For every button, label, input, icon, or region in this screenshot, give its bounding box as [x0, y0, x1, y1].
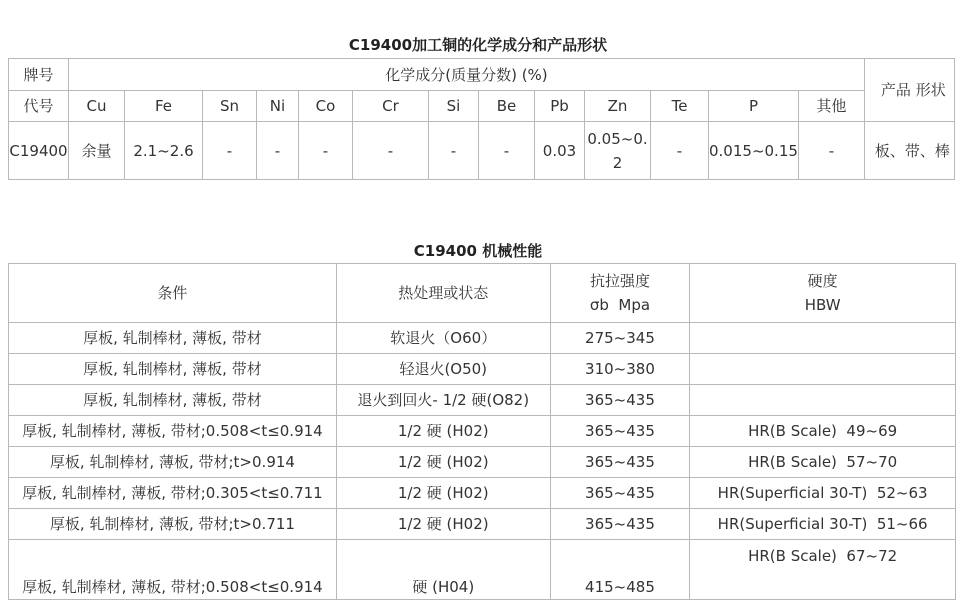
value-p: 0.015~0.15 — [709, 122, 799, 180]
value-zn: 0.05~0.2 — [585, 122, 651, 180]
value-ni: - — [257, 122, 299, 180]
strength-cell: 365~435 — [550, 416, 690, 447]
hardness-cell: HR(B Scale) 67~72 — [690, 540, 956, 600]
grade-header: 牌号 — [9, 59, 69, 91]
treatment-cell: 退火到回火- 1/2 硬(O82) — [336, 385, 550, 416]
element-header-te: Te — [651, 91, 709, 122]
table-row — [9, 354, 956, 385]
element-header-be: Be — [479, 91, 535, 122]
condition-cell: 厚板, 轧制棒材, 薄板, 带材;t>0.711 — [9, 509, 337, 540]
value-cu: 余量 — [69, 122, 125, 180]
hardness-cell — [690, 323, 956, 354]
strength-cell: 415~485 — [550, 540, 690, 600]
tensile-strength-header-line2: σb Mpa — [589, 296, 651, 314]
mechanical-table-title: C19400 机械性能 — [413, 242, 543, 260]
element-header-zn: Zn — [585, 91, 651, 122]
condition-cell: 厚板, 轧制棒材, 薄板, 带材;0.508<t≤0.914 — [9, 540, 337, 600]
element-header-pb: Pb — [535, 91, 585, 122]
composition-table-title: C19400加工铜的化学成分和产品形状 — [348, 36, 608, 54]
hardness-cell: HR(B Scale) 57~70 — [690, 447, 956, 478]
composition-table — [8, 58, 955, 180]
table-row — [9, 416, 956, 447]
strength-cell: 365~435 — [550, 447, 690, 478]
element-header-fe: Fe — [125, 91, 203, 122]
hardness-header — [690, 264, 956, 323]
hardness-header-line1: 硬度 — [807, 272, 838, 290]
condition-cell: 厚板, 轧制棒材, 薄板, 带材 — [9, 323, 337, 354]
element-header-si: Si — [429, 91, 479, 122]
product-shape-header: 产品 形状 — [864, 59, 954, 122]
code-header: 代号 — [9, 91, 69, 122]
table-row — [9, 447, 956, 478]
condition-cell: 厚板, 轧制棒材, 薄板, 带材 — [9, 354, 337, 385]
condition-cell: 厚板, 轧制棒材, 薄板, 带材;t>0.914 — [9, 447, 337, 478]
value-other: - — [798, 122, 864, 180]
element-header-other: 其他 — [798, 91, 864, 122]
strength-cell: 365~435 — [550, 385, 690, 416]
grade-code-cell: C19400 — [9, 122, 69, 180]
table-row — [9, 509, 956, 540]
treatment-cell: 轻退火(O50) — [336, 354, 550, 385]
element-header-ni: Ni — [257, 91, 299, 122]
mechanical-properties-table — [8, 263, 956, 600]
hardness-cell: HR(Superficial 30-T) 51~66 — [690, 509, 956, 540]
treatment-cell: 硬 (H04) — [336, 540, 550, 600]
treatment-cell: 软退火（O60） — [336, 323, 550, 354]
strength-cell: 365~435 — [550, 509, 690, 540]
strength-cell: 365~435 — [550, 478, 690, 509]
hardness-cell: HR(Superficial 30-T) 52~63 — [690, 478, 956, 509]
table-row — [9, 385, 956, 416]
value-cr: - — [353, 122, 429, 180]
treatment-cell: 1/2 硬 (H02) — [336, 416, 550, 447]
condition-cell: 厚板, 轧制棒材, 薄板, 带材 — [9, 385, 337, 416]
treatment-cell: 1/2 硬 (H02) — [336, 509, 550, 540]
element-header-sn: Sn — [203, 91, 257, 122]
tensile-strength-header-line1: 抗拉强度 — [589, 272, 650, 290]
element-header-p: P — [709, 91, 799, 122]
tensile-strength-header — [550, 264, 690, 323]
condition-header: 条件 — [9, 264, 337, 323]
element-header-cr: Cr — [353, 91, 429, 122]
condition-cell: 厚板, 轧制棒材, 薄板, 带材;0.508<t≤0.914 — [9, 416, 337, 447]
value-te: - — [651, 122, 709, 180]
strength-cell: 310~380 — [550, 354, 690, 385]
value-be: - — [479, 122, 535, 180]
value-co: - — [299, 122, 353, 180]
hardness-cell — [690, 354, 956, 385]
value-si: - — [429, 122, 479, 180]
hardness-cell: HR(B Scale) 49~69 — [690, 416, 956, 447]
hardness-header-line2: HBW — [804, 296, 841, 314]
value-fe: 2.1~2.6 — [125, 122, 203, 180]
element-header-cu: Cu — [69, 91, 125, 122]
element-header-co: Co — [299, 91, 353, 122]
condition-cell: 厚板, 轧制棒材, 薄板, 带材;0.305<t≤0.711 — [9, 478, 337, 509]
table-row — [9, 323, 956, 354]
strength-cell: 275~345 — [550, 323, 690, 354]
treatment-cell: 1/2 硬 (H02) — [336, 478, 550, 509]
hardness-cell — [690, 385, 956, 416]
product-shape-value: 板、带、棒 — [864, 122, 954, 180]
treatment-header: 热处理或状态 — [336, 264, 550, 323]
value-pb: 0.03 — [535, 122, 585, 180]
table-row — [9, 478, 956, 509]
value-sn: - — [203, 122, 257, 180]
treatment-cell: 1/2 硬 (H02) — [336, 447, 550, 478]
table-row — [9, 540, 956, 600]
composition-header: 化学成分(质量分数) (%) — [69, 59, 865, 91]
